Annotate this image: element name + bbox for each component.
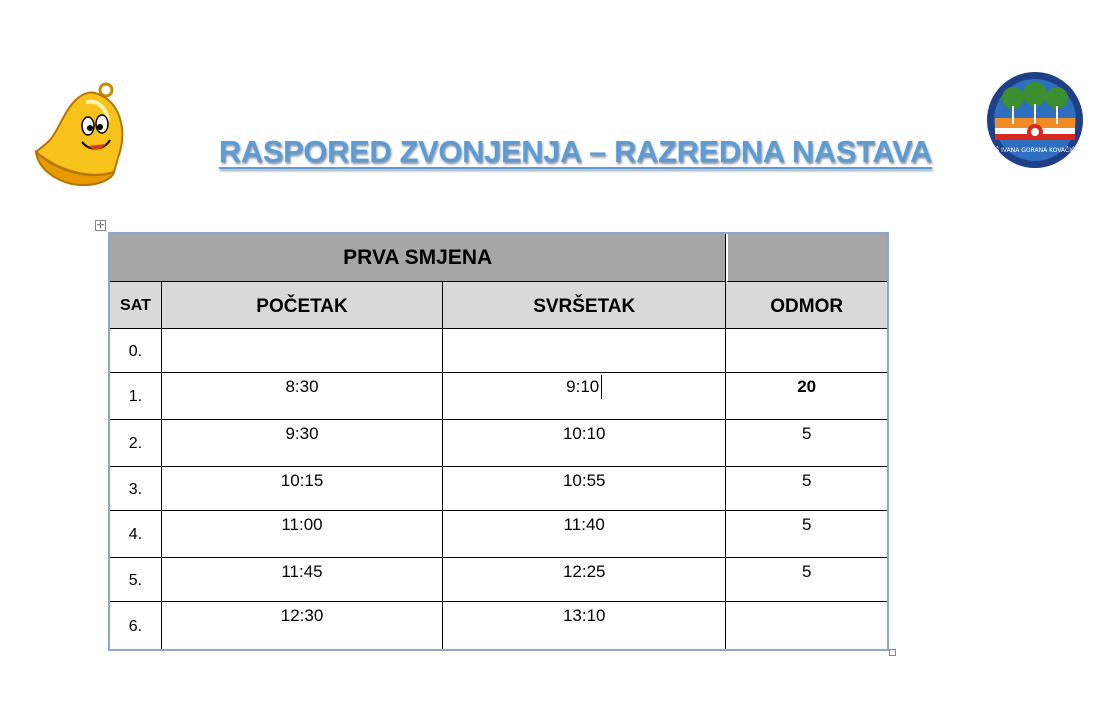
table-row [110, 373, 887, 420]
period-number: 5. [110, 558, 162, 602]
period-number: 0. [110, 329, 162, 373]
bell-schedule-table [108, 232, 889, 651]
header-end: SVRŠETAK [443, 282, 726, 329]
shift-title: PRVA SMJENA [110, 234, 726, 282]
text-caret [601, 375, 602, 399]
start-time: 9:30 [162, 420, 443, 467]
table-row [110, 467, 887, 511]
end-time: 12:25 [443, 558, 726, 602]
start-time: 10:15 [162, 467, 443, 511]
start-time: 8:30 [162, 373, 443, 420]
period-number: 4. [110, 511, 162, 558]
end-time: 9:10 [566, 377, 600, 396]
header-start: POČETAK [162, 282, 443, 329]
header-sat: SAT [110, 282, 162, 329]
shift-extra-cell [726, 234, 887, 282]
start-time [162, 329, 443, 373]
start-time: 11:00 [162, 511, 443, 558]
break-minutes: 5 [726, 558, 887, 602]
header-row [110, 282, 887, 329]
end-time: 13:10 [443, 602, 726, 649]
logo-text: OŠ IVANA GORANA KOVAČIĆA [990, 147, 1080, 154]
end-time: 11:40 [443, 511, 726, 558]
shift-row [110, 234, 887, 282]
table-row [110, 602, 887, 649]
end-time [443, 329, 726, 373]
start-time: 12:30 [162, 602, 443, 649]
break-minutes [726, 329, 887, 373]
break-minutes [726, 602, 887, 649]
table-resize-handle-icon[interactable] [889, 649, 896, 656]
header-break: ODMOR [726, 282, 887, 329]
table-row [110, 329, 887, 373]
end-time-cell [443, 373, 726, 420]
table-row [110, 558, 887, 602]
break-minutes: 20 [726, 373, 887, 420]
period-number: 2. [110, 420, 162, 467]
end-time: 10:55 [443, 467, 726, 511]
table-row [110, 511, 887, 558]
break-minutes: 5 [726, 467, 887, 511]
period-number: 6. [110, 602, 162, 649]
page-title [0, 134, 1101, 170]
page-title-text: RASPORED ZVONJENJA – RAZREDNA NASTAVA [218, 134, 933, 169]
table-move-handle-icon[interactable]: ✛ [96, 220, 105, 230]
table-row [110, 420, 887, 467]
start-time: 11:45 [162, 558, 443, 602]
period-number: 1. [110, 373, 162, 420]
period-number: 3. [110, 467, 162, 511]
break-minutes: 5 [726, 420, 887, 467]
break-minutes: 5 [726, 511, 887, 558]
end-time: 10:10 [443, 420, 726, 467]
